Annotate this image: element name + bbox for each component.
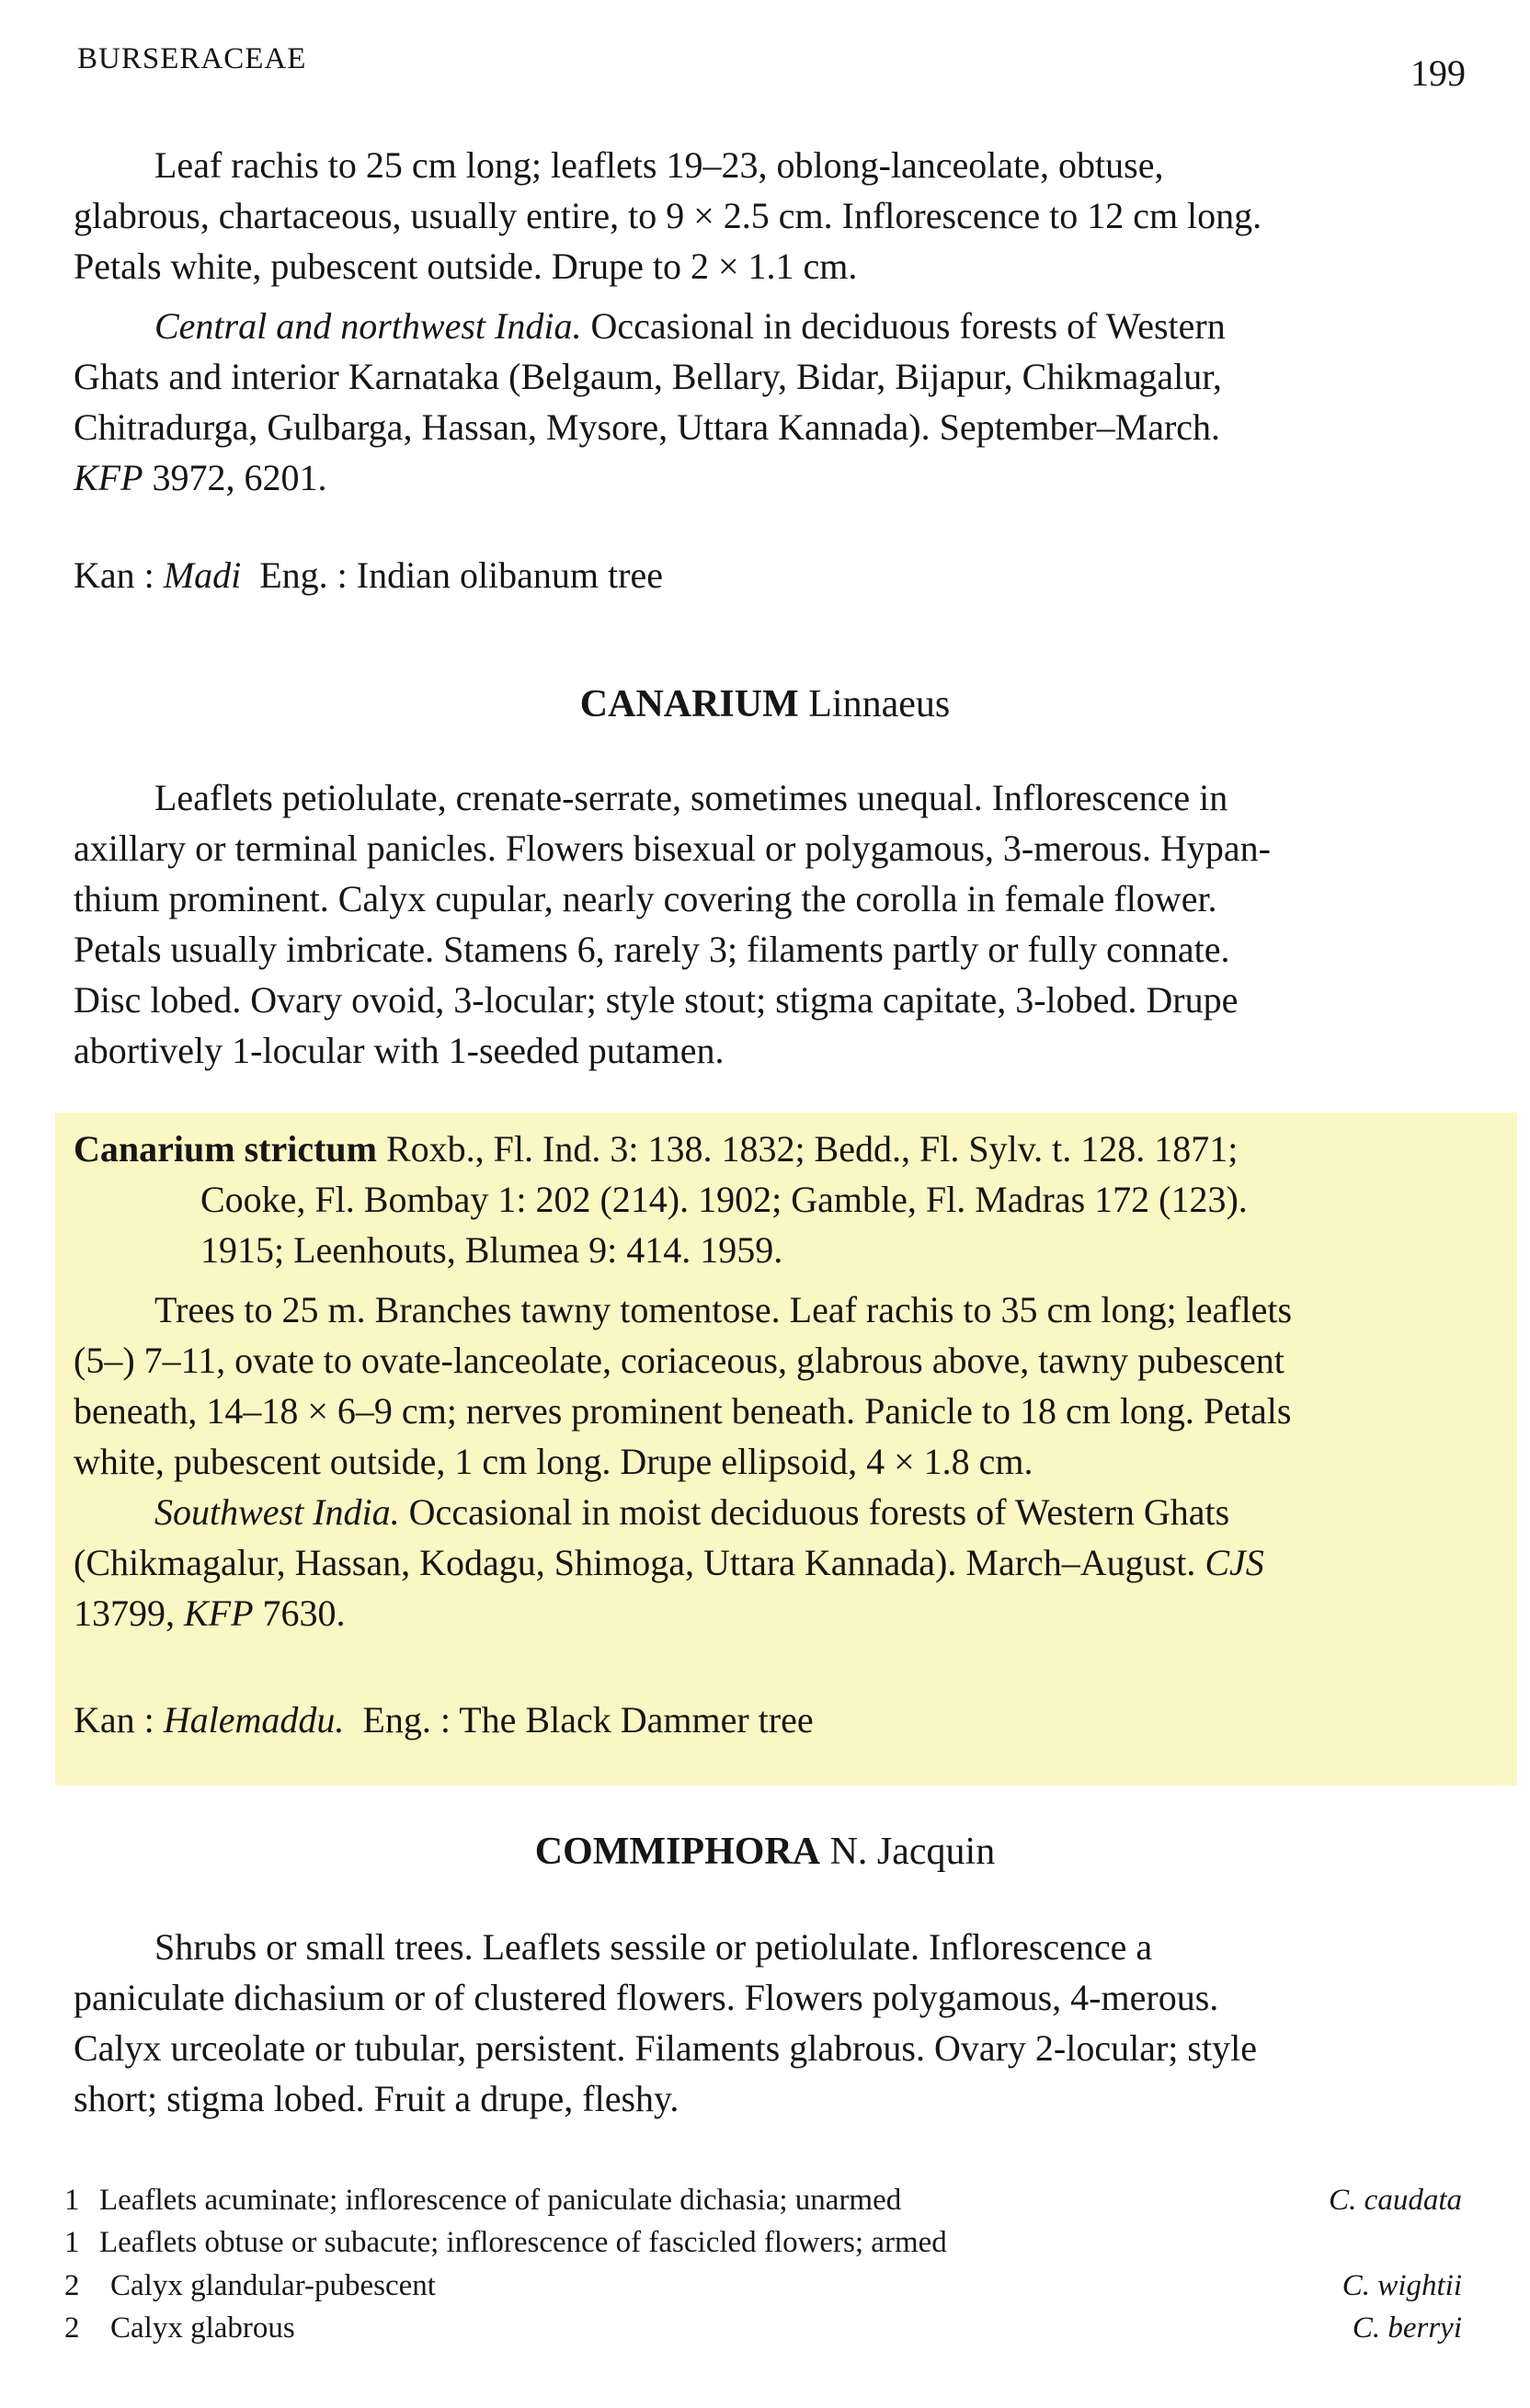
- kan-name: Madi: [163, 554, 242, 596]
- text-line: axillary or terminal panicles. Flowers bisexual or polygamous, 3-merous. Hypan-: [74, 827, 1271, 869]
- citation-line: 1915; Leenhouts, Blumea 9: 414. 1959.: [200, 1229, 783, 1271]
- text-line: (5–) 7–11, ovate to ovate-lanceolate, coriaceous, glabrous above, tawny pubescent: [74, 1340, 1285, 1381]
- genus-author: Linnaeus: [798, 683, 951, 725]
- species-citation: [74, 1124, 1462, 1275]
- kan-label: Kan :: [74, 554, 164, 596]
- key-couplet: [64, 2221, 1462, 2264]
- text-line: short; stigma lobed. Fruit a drupe, fleshy.: [74, 2078, 679, 2119]
- genus-heading-commiphora: [0, 1830, 1530, 1874]
- text-line: Calyx urceolate or tubular, persistent. Filaments glabrous. Ovary 2-locular; style: [74, 2027, 1257, 2069]
- genus-name: COMMIPHORA: [534, 1831, 821, 1873]
- eng-label: Eng. :: [344, 1699, 460, 1740]
- text-line: thium prominent. Calyx cupular, nearly covering the corolla in female flower.: [74, 878, 1217, 919]
- text-line: paniculate dichasium or of clustered flowers. Flowers polygamous, 4-merous.: [74, 1977, 1219, 2018]
- key-couplet: [64, 2179, 1462, 2221]
- key-lead-number: 2: [64, 2311, 80, 2345]
- genus-author: N. Jacquin: [820, 1831, 996, 1873]
- text-line: abortively 1-locular with 1-seeded putamen.: [74, 1030, 725, 1071]
- text-line: Shrubs or small trees. Leaflets sessile or petiolulate. Inflorescence a: [154, 1926, 1153, 1968]
- page-number: 199: [1410, 52, 1466, 94]
- text-line: Leaf rachis to 25 cm long; leaflets 19–23, oblong-lanceolate, obtuse,: [154, 144, 1164, 186]
- key-lead-number: 1: [64, 2226, 80, 2259]
- text-line: Trees to 25 m. Branches tawny tomentose. Leaf rachis to 35 cm long; leaflets: [154, 1289, 1293, 1330]
- voucher-number: 13799,: [74, 1592, 184, 1634]
- boswellia-vernacular-names: [74, 553, 663, 597]
- text-line: Occasional in deciduous forests of Western: [581, 305, 1226, 347]
- key-couplet: [64, 2265, 1462, 2307]
- key-couplet: [64, 2307, 1462, 2349]
- text-line: Disc lobed. Ovary ovoid, 3-locular; style stout; stigma capitate, 3-lobed. Drupe: [74, 979, 1239, 1021]
- voucher-herbarium: KFP: [74, 457, 143, 498]
- text-line: glabrous, chartaceous, usually entire, to 9 × 2.5 cm. Inflorescence to 12 cm long.: [74, 195, 1262, 236]
- voucher-herbarium: CJS: [1205, 1542, 1264, 1583]
- eng-name: The Black Dammer tree: [459, 1699, 814, 1740]
- distribution-region: Central and northwest India.: [154, 305, 582, 347]
- eng-name: Indian olibanum tree: [356, 554, 663, 596]
- species-name: Canarium strictum: [74, 1128, 377, 1170]
- key-text: Leaflets acuminate; inflorescence of paniculate dichasia; unarmed: [99, 2184, 902, 2217]
- boswellia-description: [74, 140, 1462, 291]
- species-distribution: [74, 1487, 1462, 1638]
- voucher-herbarium: KFP: [184, 1592, 254, 1634]
- commiphora-description: [74, 1922, 1462, 2124]
- species-vernacular-names: [74, 1698, 814, 1741]
- distribution-region: Southwest India.: [154, 1491, 400, 1533]
- text-line: Leaflets petiolulate, crenate-serrate, sometimes unequal. Inflorescence in: [154, 777, 1228, 818]
- key-text: Calyx glandular-pubescent: [110, 2269, 436, 2302]
- text-line: Chitradurga, Gulbarga, Hassan, Mysore, Uttara Kannada). September–March.: [74, 406, 1221, 448]
- citation-line: Cooke, Fl. Bombay 1: 202 (214). 1902; Gamble, Fl. Madras 172 (123).: [200, 1179, 1248, 1220]
- text-line: (Chikmagalur, Hassan, Kodagu, Shimoga, Uttara Kannada). March–August.: [74, 1542, 1205, 1583]
- genus-name: CANARIUM: [579, 683, 799, 725]
- voucher-number: 7630.: [253, 1592, 346, 1634]
- text-line: Petals usually imbricate. Stamens 6, rarely 3; filaments partly or fully connate.: [74, 929, 1230, 970]
- genus-heading-canarium: [0, 682, 1530, 726]
- kan-name: Halemaddu.: [163, 1699, 345, 1740]
- text-line: beneath, 14–18 × 6–9 cm; nerves prominent beneath. Panicle to 18 cm long. Petals: [74, 1390, 1292, 1432]
- voucher-numbers: 3972, 6201.: [143, 457, 327, 498]
- boswellia-distribution: [74, 301, 1462, 503]
- text-line: white, pubescent outside, 1 cm long. Drupe ellipsoid, 4 × 1.8 cm.: [74, 1441, 1033, 1482]
- key-lead-number: 1: [64, 2184, 80, 2217]
- key-result: C. wightii: [1342, 2269, 1462, 2302]
- key-text: Calyx glabrous: [110, 2311, 295, 2345]
- citation-text: Roxb., Fl. Ind. 3: 138. 1832; Bedd., Fl. Sylv. t. 128. 1871;: [376, 1128, 1239, 1170]
- eng-label: Eng. :: [241, 554, 357, 596]
- text-line: Petals white, pubescent outside. Drupe to 2 × 1.1 cm.: [74, 245, 858, 287]
- kan-label: Kan :: [74, 1699, 164, 1740]
- species-description: [74, 1284, 1462, 1487]
- canarium-description: [74, 772, 1462, 1076]
- running-head-family: BURSERACEAE: [77, 42, 307, 75]
- key-result: C. berryi: [1352, 2311, 1462, 2345]
- key-lead-number: 2: [64, 2269, 80, 2302]
- key-result: C. caudata: [1329, 2184, 1462, 2217]
- key-text: Leaflets obtuse or subacute; inflorescence of fascicled flowers; armed: [99, 2226, 947, 2259]
- text-line: Occasional in moist deciduous forests of Western Ghats: [399, 1491, 1230, 1533]
- text-line: Ghats and interior Karnataka (Belgaum, Bellary, Bidar, Bijapur, Chikmagalur,: [74, 356, 1222, 397]
